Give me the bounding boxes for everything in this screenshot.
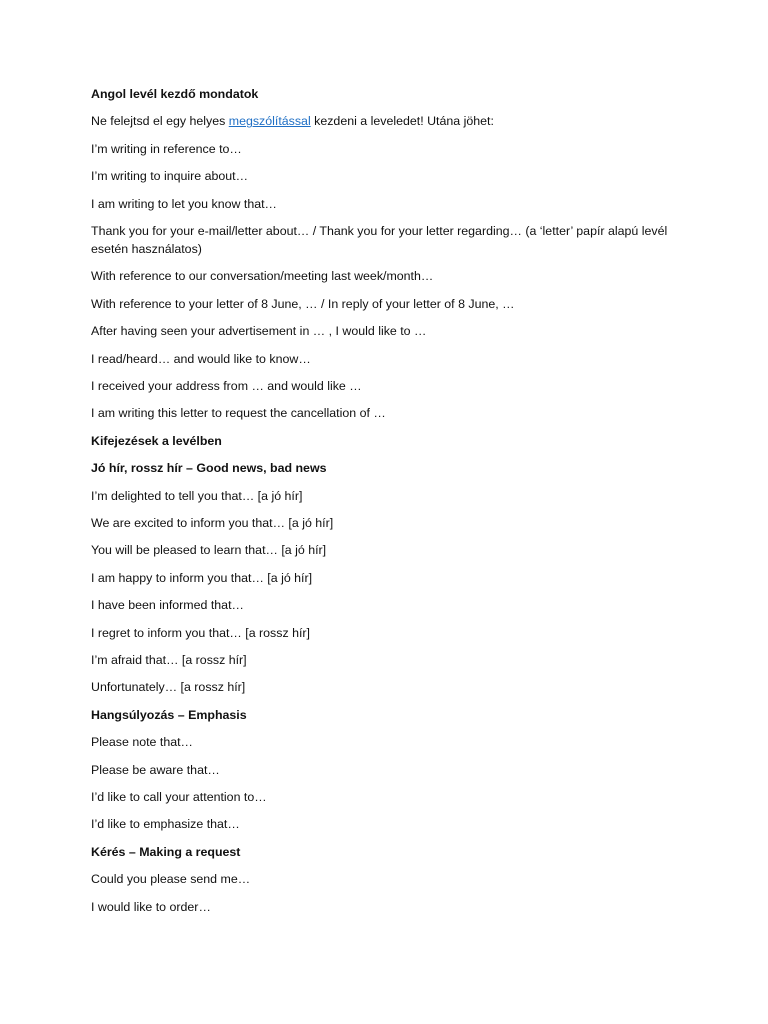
salutation-link[interactable]: megszólítással [228,114,311,129]
section-heading-expressions: Kifejezések a levélben [91,433,222,448]
request-phrase: Could you please send me… [91,872,251,887]
news-phrase: I’m afraid that… [a rossz hír] [91,653,247,668]
news-phrase: Unfortunately… [a rossz hír] [91,680,246,695]
news-phrase: I am happy to inform you that… [a jó hír] [91,570,313,585]
news-phrase: We are excited to inform you that… [a jó hír] [91,516,334,530]
opening-sentence: With reference to your letter of 8 June, … / In reply of your letter of 8 June, … [91,296,515,311]
opening-sentence: I’m writing to inquire about… [91,169,249,184]
news-phrase: I’m delighted to tell you that… [a jó hír] [91,488,303,503]
emphasis-phrase: I’d like to call your attention to… [91,790,267,805]
request-phrase: I would like to order… [91,899,211,914]
opening-sentence: After having seen your advertisement in … , I would like to … [91,324,427,339]
section-heading-emphasis: Hangsúlyozás – Emphasis [91,707,247,722]
opening-sentence: I read/heard… and would like to know… [91,351,311,366]
opening-sentence: I’m writing in reference to… [91,141,242,156]
emphasis-phrase: Please note that… [91,735,193,750]
intro-text-after: kezdeni a leveledet! Utána jöhet: [310,114,494,129]
emphasis-phrase: I’d like to emphasize that… [91,817,240,832]
section-heading-request: Kérés – Making a request [91,844,241,859]
opening-sentence: Thank you for your e-mail/letter about… / Thank you for your letter regarding… (a ‘letter’ papír alapú levél esetén használatos) [91,224,668,256]
opening-sentence: I am writing this letter to request the cancellation of … [91,406,386,421]
document-title: Angol levél kezdő mondatok [91,87,259,101]
section-heading-news: Jó hír, rossz hír – Good news, bad news [91,461,327,476]
emphasis-phrase: Please be aware that… [91,762,220,777]
news-phrase: I have been informed that… [91,598,244,613]
opening-sentence: With reference to our conversation/meeting last week/month… [91,269,434,284]
news-phrase: I regret to inform you that… [a rossz hír] [91,625,310,640]
intro-text-before: Ne felejtsd el egy helyes [91,114,229,129]
opening-sentence: I am writing to let you know that… [91,196,277,211]
opening-sentence: I received your address from … and would like … [91,378,362,393]
news-phrase: You will be pleased to learn that… [a jó hír] [91,543,327,558]
intro-paragraph [91,113,676,131]
